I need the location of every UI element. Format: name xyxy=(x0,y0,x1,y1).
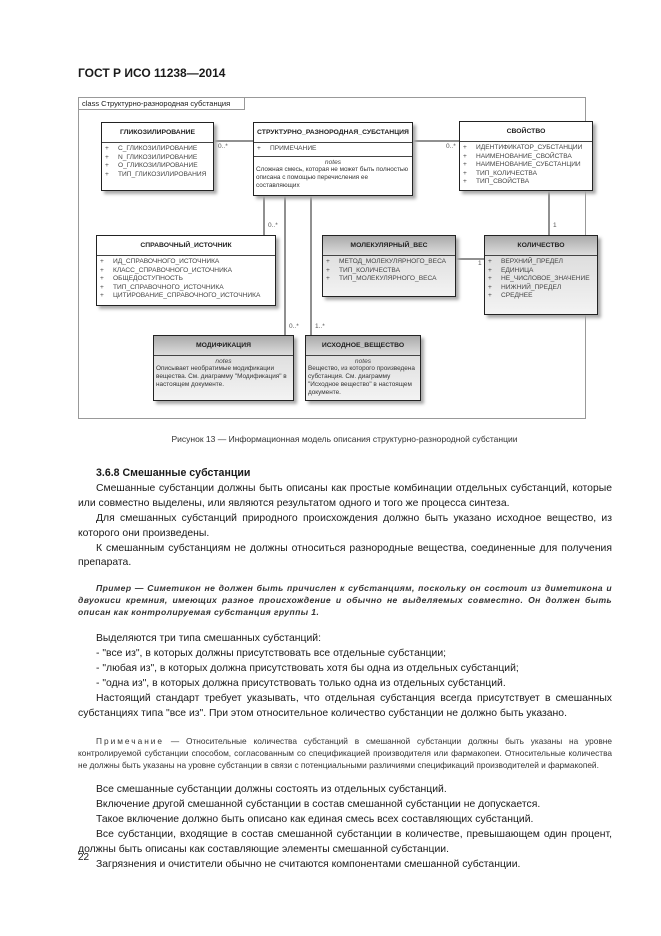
attribute: + ИД_СПРАВОЧНОГО_ИСТОЧНИКА xyxy=(100,258,272,267)
attribute: + НАИМЕНОВАНИЕ_СВОЙСТВА xyxy=(463,153,589,162)
multiplicity: 0..* xyxy=(289,323,299,330)
class-reference-source xyxy=(96,235,276,306)
note-label: Примечание xyxy=(96,735,165,746)
class-title: СВОЙСТВО xyxy=(460,122,592,142)
class-title: СТРУКТУРНО_РАЗНОРОДНАЯ_СУБСТАНЦИЯ xyxy=(254,123,412,143)
class-title: КОЛИЧЕСТВО xyxy=(485,236,597,256)
note-text: — Относительные количества субстанций в смешанной субстанции должны быть указаны на уровне контролируемой субстанции способом, согласованным со спецификацией производителя или фармакопеи. Относительные количества не должны быть указаны на уровне субстанции в связи с потенциальными различиями спецификаций производителей и фармакопей. xyxy=(78,735,612,770)
class-title: ИСХОДНОЕ_ВЕЩЕСТВО xyxy=(306,336,420,356)
notes-text: Сложная смесь, которая не может быть полностью описана с помощью перечисления ее составляющих xyxy=(256,165,409,189)
paragraph: Все смешанные субстанции должны состоять из отдельных субстанций. xyxy=(96,784,447,796)
class-title: ГЛИКОЗИЛИРОВАНИЕ xyxy=(102,123,213,143)
class-title: МОЛЕКУЛЯРНЫЙ_ВЕС xyxy=(323,236,455,256)
attribute: + ИДЕНТИФИКАТОР_СУБСТАНЦИИ xyxy=(463,144,589,153)
attribute: + МЕТОД_МОЛЕКУЛЯРНОГО_ВЕСА xyxy=(326,258,452,267)
class-title: МОДИФИКАЦИЯ xyxy=(154,336,293,356)
paragraph: Для смешанных субстанций природного происхождения должно быть указано исходное вещество, из которого они произведены. xyxy=(78,512,612,539)
notes-text: Вещество, из которого произведена субстанция. См. диаграмму "Исходное вещество" в настоящем документе. xyxy=(308,365,415,396)
class-glycosylation xyxy=(101,122,214,191)
paragraph: Такое включение должно быть описано как единая смесь всех составляющих субстанций. xyxy=(96,813,534,825)
attribute: + НАИМЕНОВАНИЕ_СУБСТАНЦИИ xyxy=(463,161,589,170)
paragraph: Загрязнения и очистители обычно не считаются компонентами смешанной субстанции. xyxy=(96,858,521,870)
note xyxy=(78,735,612,772)
class-source-material xyxy=(305,335,421,401)
multiplicity: 0..* xyxy=(218,143,228,150)
multiplicity: 0..* xyxy=(268,222,278,229)
frame-label: class Структурно-разнородная субстанция xyxy=(79,98,245,110)
list-item: - "одна из", в которых должна присутствовать только одна из отдельных субстанций. xyxy=(96,677,506,689)
multiplicity: 0..* xyxy=(446,143,456,150)
multiplicity: 1 xyxy=(478,260,482,267)
multiplicity: 1 xyxy=(553,222,557,229)
section-heading: 3.6.8 Смешанные субстанции xyxy=(96,467,251,479)
attribute: + С_ГЛИКОЗИЛИРОВАНИЕ xyxy=(105,145,210,154)
list-item: - "любая из", в которых должна присутствовать хотя бы одна из отдельных субстанций; xyxy=(96,662,519,674)
class-property xyxy=(459,121,593,191)
attribute: + ВЕРХНИЙ_ПРЕДЕЛ xyxy=(488,258,594,267)
attribute: + ТИП_ГЛИКОЗИЛИРОВАНИЯ xyxy=(105,171,210,180)
attribute: + КЛАСС_СПРАВОЧНОГО_ИСТОЧНИКА xyxy=(100,267,272,276)
paragraph: Включение другой смешанной субстанции в состав смешанной субстанции не допускается. xyxy=(96,799,541,811)
page-number: 22 xyxy=(78,852,90,863)
notes-label: notes xyxy=(215,358,232,365)
paragraph: Смешанные субстанции должны быть описаны как простые комбинации отдельных субстанций, которые или совместно выделены, или являются результатом одного и того же процесса синтеза. xyxy=(78,482,612,509)
attribute: + ЕДИНИЦА xyxy=(488,267,594,276)
figure-caption: Рисунок 13 — Информационная модель описания структурно-разнородной субстанции xyxy=(171,434,518,444)
attribute: + ОБЩЕДОСТУПНОСТЬ xyxy=(100,275,272,284)
paragraph: Настоящий стандарт требует указывать, что отдельная субстанция всегда присутствует в смешанных субстанциях типа "все из". При этом относительное количество субстанции не должно быть указано. xyxy=(78,692,612,719)
attribute: + ТИП_СВОЙСТВА xyxy=(463,178,589,187)
attribute: + НЕ_ЧИСЛОВОЕ_ЗНАЧЕНИЕ xyxy=(488,275,594,284)
multiplicity: 1..* xyxy=(315,323,325,330)
class-modification xyxy=(153,335,294,401)
attribute: + НИЖНИЙ_ПРЕДЕЛ xyxy=(488,284,594,293)
class-molecular-weight xyxy=(322,235,456,297)
document-header: ГОСТ Р ИСО 11238—2014 xyxy=(78,66,226,80)
class-structurally-diverse-substance xyxy=(253,122,413,196)
attribute: + ПРИМЕЧАНИЕ xyxy=(257,145,409,154)
uml-diagram xyxy=(78,97,590,419)
attribute: + СРЕДНЕЕ xyxy=(488,292,594,301)
paragraph: Все субстанции, входящие в состав смешанной субстанции в количестве, превышающем один процент, должны быть описаны как составляющие элементы смешанной субстанции. xyxy=(78,828,612,855)
attribute: + ТИП_КОЛИЧЕСТВА xyxy=(326,267,452,276)
paragraph: К смешанным субстанциям не должны относиться разнородные вещества, соединенные для получения препарата. xyxy=(78,542,612,569)
attribute: + ТИП_КОЛИЧЕСТВА xyxy=(463,170,589,179)
list-item: - "все из", в которых должны присутствовать все отдельные субстанции; xyxy=(96,648,447,660)
attribute: + N_ГЛИКОЗИЛИРОВАНИЕ xyxy=(105,154,210,163)
notes-label: notes xyxy=(354,358,372,365)
paragraph: Выделяются три типа смешанных субстанций: xyxy=(96,633,321,645)
attribute: + ТИП_МОЛЕКУЛЯРНОГО_ВЕСА xyxy=(326,275,452,284)
class-quantity xyxy=(484,235,598,315)
class-title: СПРАВОЧНЫЙ_ИСТОЧНИК xyxy=(97,236,275,256)
notes-label: notes xyxy=(324,158,342,166)
attribute: + О_ГЛИКОЗИЛИРОВАНИЕ xyxy=(105,162,210,171)
attribute: + ЦИТИРОВАНИЕ_СПРАВОЧНОГО_ИСТОЧНИКА xyxy=(100,292,272,301)
example: Пример — Симетикон не должен быть причислен к субстанциям, поскольку он состоит из диметикона и двуокиси кремния, имеющих разное происхождение и обычно не выделяемых совместно. Он должен быть описан как контролируемая субстанция группы 1. xyxy=(78,583,612,617)
notes-text: Описывает необратимые модификации вещества. См. диаграмму "Модификация" в настоящем документе. xyxy=(156,365,287,388)
section-body xyxy=(78,466,612,873)
attribute: + ТИП_СПРАВОЧНОГО_ИСТОЧНИКА xyxy=(100,284,272,293)
